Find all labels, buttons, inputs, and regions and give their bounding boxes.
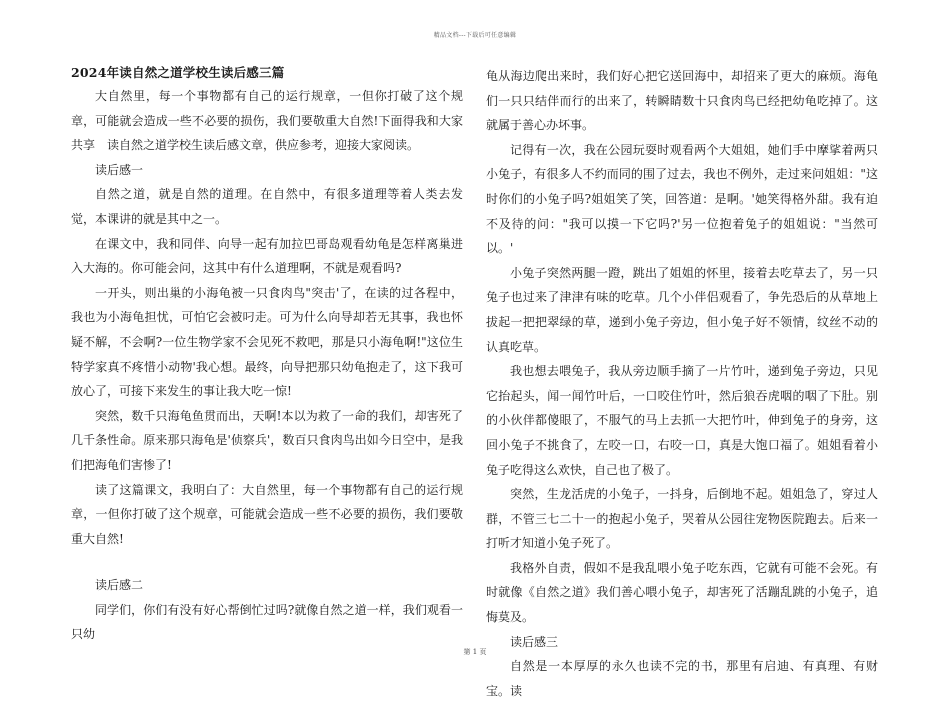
body-paragraph: 在课文中，我和同伴、向导一起有加拉巴哥岛观看幼龟是怎样离巢进入大海的。你可能会问，这其中有什么道理啊，不就是观看吗? <box>71 236 463 276</box>
document-title: 2024年读自然之道学校生读后感三篇 <box>71 65 285 80</box>
body-paragraph: 自然之道，就是自然的道理。在自然中，有很多道理等着人类去发觉，本课讲的就是其中之一。 <box>71 187 463 226</box>
body-paragraph: 我也想去喂兔子，我从旁边顺手摘了一片竹叶，递到兔子旁边，只见它抬起头，闻一闻竹叶后，一口咬住竹叶，然后狼吞虎咽的咽了下肚。别的小伙伴都傻眼了，不服气的马上去抓一大把竹叶，伸到兔子的身旁，这回小兔子不挑食了，左咬一口，右咬一口，真是大饱口福了。姐姐看着小兔子吃得这么欢快，自己也了极了。 <box>486 364 878 477</box>
body-paragraph: 小兔子突然两腿一蹬，跳出了姐姐的怀里，接着去吃草去了，另一只兔子也过来了津津有味的吃草。几个小伴侣观看了，争先恐后的从草地上拔起一把把翠绿的草，递到小兔子旁边，但小兔子好不领情，纹丝不动的认真吃草。 <box>486 265 878 354</box>
body-paragraph: 一开头，则出巢的小海龟被一只食肉鸟"突击'了，在读的过各程中，我也为小海龟担忧，可怕它会被叼走。可为什么向导却若无其事，我也怀疑不解，不会啊?一位生物学家不会见死不救吧，那是只小海龟啊!"这位生特学家真不疼惜小动物'我心想。最终，向导把那只幼龟抱走了，这下我可放心了，可接下来发生的事让我大吃一惊! <box>71 285 463 399</box>
body-paragraph: 突然，生龙活虎的小兔子，一抖身，后倒地不起。姐姐急了，穿过人群，不管三七二十一的抱起小兔子，哭着从公园往宠物医院跑去。后来一打听才知道小兔子死了。 <box>486 487 878 551</box>
page-number: 第 1 页 <box>463 648 487 656</box>
body-paragraph: 自然是一本厚厚的永久也读不完的书，那里有启迪、有真理、有财宝。读 <box>486 659 878 698</box>
paragraph-gap <box>71 551 463 573</box>
section-heading-1: 读后感一 <box>95 162 144 177</box>
intro-paragraph: 大自然里，每一个事物都有自己的运行规章，一但你打破了这个规章，可能就会造成一些不必要的损伤，我们要敬重大自然!下面得我和大家共享 读自然之道学校生读后感文章，供应参考，迎接大家阅读。 <box>71 89 463 153</box>
section-heading-3: 读后感三 <box>510 634 559 649</box>
body-paragraph: 我格外自责，假如不是我乱喂小兔子吃东西，它就有可能不会死。有时就像《自然之道》我们善心喂小兔子，却害死了活蹦乱跳的小兔子，追悔莫及。 <box>486 560 878 625</box>
body-paragraph: 同学们，你们有没有好心帮倒忙过吗?就像自然之道一样，我们观看一只幼 <box>71 602 463 642</box>
body-paragraph: 突然，数千只海龟鱼贯而出，天啊!本以为救了一命的我们，却害死了几千条性命。原来那只海龟是'侦察兵'，数百只食肉鸟出如今日空中，是我们把海龟们害惨了! <box>71 408 463 472</box>
page-header-note: 精品文档---下载后可任意编辑 <box>433 32 517 39</box>
continued-paragraph: 龟从海边爬出来时，我们好心把它送回海中，却招来了更大的麻烦。海龟们一只只结伴而行的出来了，转瞬睛数十只食肉鸟已经把幼龟吃掉了。这就属于善心办坏事。 <box>486 69 878 133</box>
right-column <box>486 64 878 703</box>
body-paragraph: 记得有一次，我在公园玩耍时观看两个大姐姐，她们手中摩挲着两只小兔子，有很多人不约而同的围了过去，我也不例外，走过来问姐姐："这时你们的小兔子吗?姐姐笑了笑，回答道：是啊。'她笑得格外甜。我有迫不及待的问："我可以摸一下它吗?'另一位抱着兔子的姐姐说："当然可以。' <box>486 142 878 256</box>
body-paragraph: 读了这篇课文，我明白了：大自然里，每一个事物都有自己的运行规章，一但你打破了这个规章，可能就会造成一些不必要的损伤，我们要敬重大自然! <box>71 482 463 546</box>
section-heading-2: 读后感二 <box>95 578 144 593</box>
left-column <box>71 64 463 647</box>
